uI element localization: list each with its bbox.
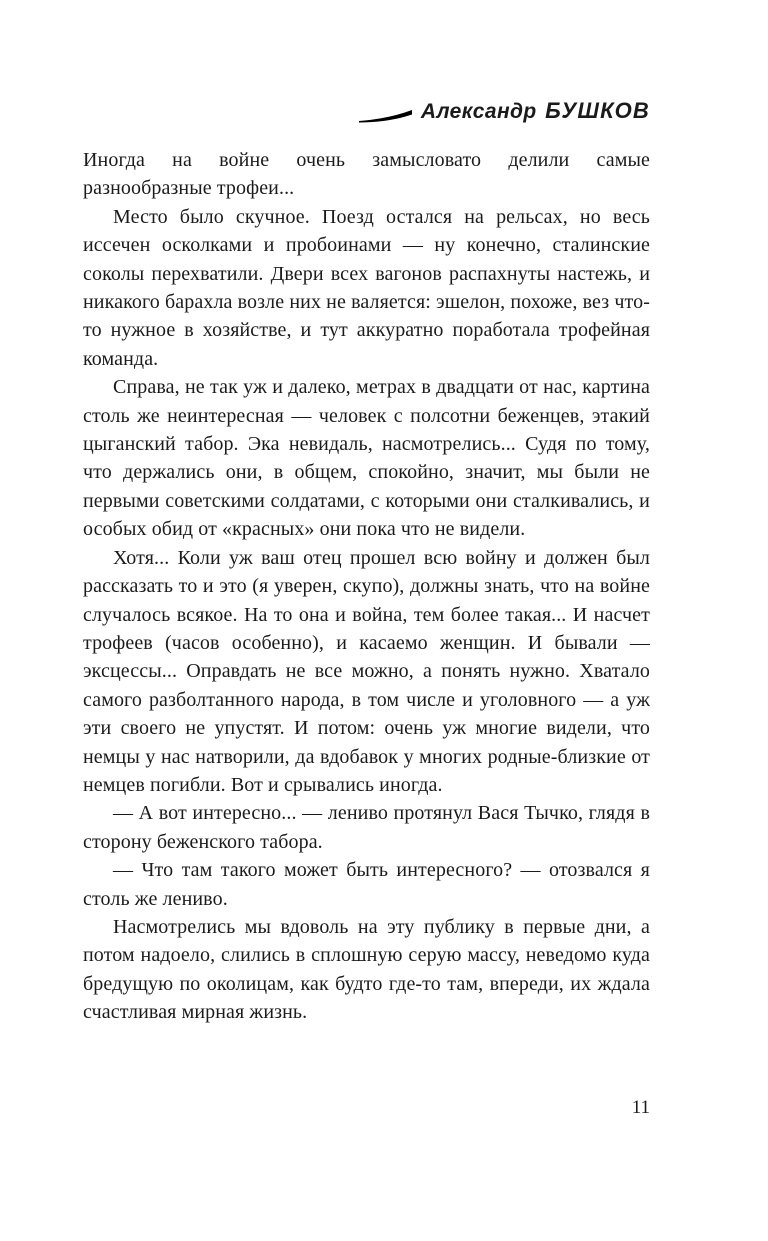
author-last-name: БУШКОВ: [545, 98, 650, 123]
page-header: [83, 98, 650, 124]
paragraph: Хотя... Коли уж ваш отец прошел всю войну и должен был рассказать то и это (я уверен, скупо), должны знать, что на войне случалось всякое. На то она и война, тем более такая... И насчет трофеев (часов особенно), и касаемо женщин. И бывали — эксцессы... Оправдать не все можно, а понять нужно. Хватало самого разболтанного народа, в том числе и уголовного — а уж эти своего не упустят. И потом: очень уж многие видели, что немцы у нас натворили, да вдобавок у многих родные-близкие от немцев погибли. Вот и срывались иногда.: [83, 546, 650, 796]
body-text: [83, 146, 650, 1027]
paragraph: Место было скучное. Поезд остался на рельсах, но весь иссечен осколками и пробоинами — ну конечно, сталинские соколы перехватили. Двери всех вагонов распахнуты настежь, и никакого барахла возле них не валяется: эшелон, похоже, вез что-то нужное в хозяйстве, и тут аккуратно поработала трофейная команда.: [83, 205, 650, 370]
paragraph: Насмотрелись мы вдоволь на эту публику в первые дни, а потом надоело, слились в сплошную серую массу, неведомо куда бредущую по околицам, как будто где-то там, впереди, их ждала счастливая мирная жизнь.: [83, 915, 650, 1024]
page-footer: [83, 1096, 650, 1120]
paragraph: Иногда на войне очень замысловато делили самые разнообразные трофеи...: [83, 149, 650, 200]
page-number: 11: [631, 1097, 650, 1118]
paragraph: — А вот интересно... — лениво протянул Вася Тычко, глядя в сторону беженского табора.: [83, 802, 650, 853]
paragraph: Справа, не так уж и далеко, метрах в двадцати от нас, картина столь же неинтересная — человек с полсотни беженцев, этакий цыганский табор. Эка невидаль, насмотрелись... Судя по тому, что держались они, в общем, спокойно, значит, мы были не первыми советскими солдатами, с которыми они сталкивались, и особых обид от «красных» они пока что не видели.: [83, 376, 650, 541]
paragraph: — Что там такого может быть интересного? — отозвался я столь же лениво.: [83, 859, 650, 910]
author-name: [421, 98, 650, 124]
header-swoosh-ornament: [359, 109, 413, 123]
author-first-name: Александр: [420, 100, 537, 123]
